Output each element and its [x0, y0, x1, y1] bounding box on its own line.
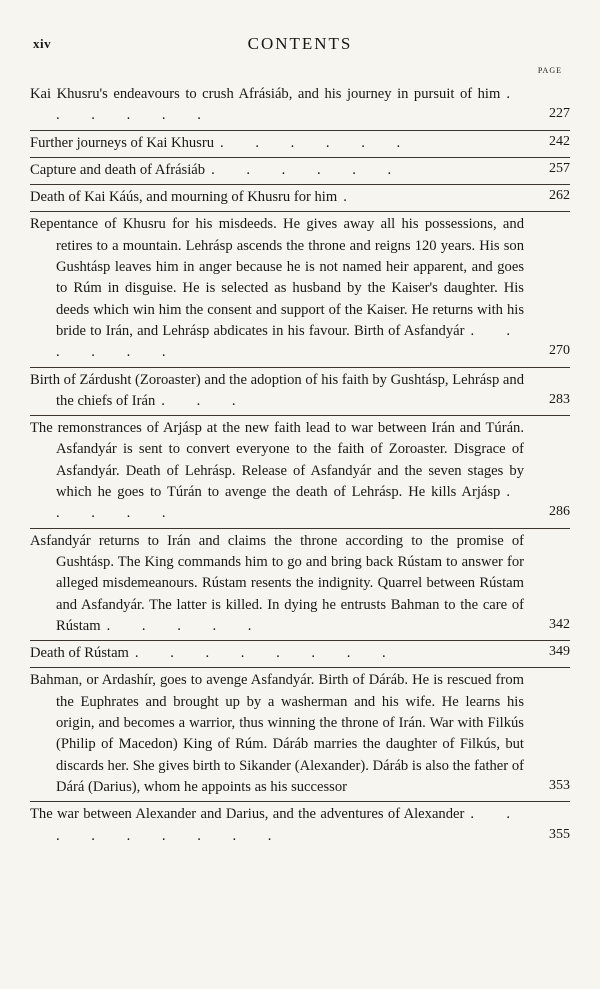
toc-entry-text	[30, 643, 570, 664]
toc-entry-text	[30, 84, 570, 127]
leader-dots: . . . . . .	[56, 86, 524, 124]
toc-entry	[30, 529, 570, 641]
toc-entry-title: Repentance of Khusru for his misdeeds. He gives away all his possessions, and retires to a mountain. Lehrásp ascends the throne and reigns 120 years. His son Gushtásp leaves him in anger because he is not named heir apparent, and goes to Rúm in disguise. He is selected as husband by the Kaiser's daughter. His deeds which win him the consent and support of the Kaiser. He returns with his bride to Irán, and Lehrásp abdicates in his favour. Birth of Asfandyár	[30, 216, 524, 339]
toc-entry	[30, 802, 570, 850]
toc-entry-text	[30, 133, 570, 154]
toc-page-number: 227	[549, 106, 570, 122]
toc-entry-text	[30, 670, 570, 798]
page-title: CONTENTS	[247, 34, 353, 53]
leader-dots: . . . . . .	[220, 134, 415, 151]
toc-page-number: 257	[549, 160, 570, 176]
toc-entry-text	[30, 187, 570, 208]
toc-entry-text	[30, 418, 570, 524]
page-column-heading: PAGE	[537, 66, 562, 75]
toc-page-number: 286	[549, 504, 570, 520]
toc-page-number: 262	[549, 188, 570, 204]
toc-entry	[30, 668, 570, 802]
leader-dots: . . . . . . . .	[134, 645, 400, 662]
toc-entry	[30, 416, 570, 528]
toc-entry	[30, 368, 570, 417]
toc-entry-text	[30, 370, 570, 413]
toc-page-number: 242	[549, 133, 570, 149]
toc-entry	[30, 641, 570, 668]
leader-dots: . . . . . .	[211, 161, 406, 178]
toc-page-number: 353	[549, 777, 570, 793]
toc-page-number: 283	[549, 391, 570, 407]
toc-page-number: 342	[549, 616, 570, 632]
toc-entry-title: Death of Kai Káús, and mourning of Khusru for him	[30, 189, 338, 206]
toc-entry-title: The war between Alexander and Darius, and the adventures of Alexander	[30, 806, 465, 823]
page-number: xiv	[33, 36, 52, 51]
toc-entry-title: The remonstrances of Arjásp at the new faith lead to war between Irán and Túrán. Asfandyár is sent to convert everyone to the faith of Zoroaster. Disgrace of Asfandyár. Death of Lehrásp. Release of Asfandyár and the seven stages by which he goes to Túrán to avenge the death of Lehrásp. He kills Arjásp	[30, 420, 524, 501]
leader-dots: . . . . . . . . .	[56, 806, 524, 844]
toc-entry-text	[30, 804, 570, 847]
toc-entry	[30, 131, 570, 158]
leader-dots: . . . . .	[106, 617, 266, 634]
toc-page-number: 270	[549, 343, 570, 359]
toc-entry-title: Asfandyár returns to Irán and claims the throne according to the promise of Gushtásp. The King commands him to go and bring back Rústam to answer for alleged misdemeanours. Rústam resents the indignity. Quarrel between Rústam and Asfandyár. The latter is killed. In dying he entrusts Bahman to the care of Rústam	[30, 532, 524, 634]
toc-entry	[30, 185, 570, 212]
leader-dots: . . . . .	[56, 484, 524, 522]
leader-dots: . . . . . .	[56, 322, 524, 361]
toc-entry-title: Death of Rústam	[30, 645, 129, 662]
toc-page-number: 349	[549, 644, 570, 660]
toc-entry-title: Kai Khusru's endeavours to crush Afrásiáb, and his journey in pursuit of him	[30, 86, 501, 102]
toc-entry-text	[30, 214, 570, 363]
toc-entry-title: Bahman, or Ardashír, goes to avenge Asfandyár. Birth of Dáráb. He is rescued from the Euphrates and brought up by a washerman and his wife. He learns his origin, and becomes a warrior, thus winning the throne of Irán. War with Filkús (Philip of Macedon) King of Rúm. Dáráb marries the daughter of Filkús, but discards her. She gives birth to Sikander (Alexander). Dáráb is also the father of Dárá (Darius), whom he appoints as his successor	[30, 672, 524, 795]
toc-entry-title: Further journeys of Kai Khusru	[30, 134, 215, 151]
leader-dots: .	[343, 189, 361, 206]
toc-entry-title: Capture and death of Afrásiáb	[30, 161, 206, 178]
toc-entry-text	[30, 160, 570, 181]
contents-list	[30, 82, 570, 850]
toc-entry	[30, 158, 570, 185]
leader-dots: . . .	[161, 392, 250, 409]
toc-entry-text	[30, 531, 570, 637]
toc-entry	[30, 212, 570, 367]
toc-entry-title: Birth of Zárdusht (Zoroaster) and the adoption of his faith by Gushtásp, Lehrásp and the chiefs of Irán	[30, 371, 524, 409]
toc-page-number: 355	[549, 826, 570, 842]
toc-entry	[30, 82, 570, 131]
